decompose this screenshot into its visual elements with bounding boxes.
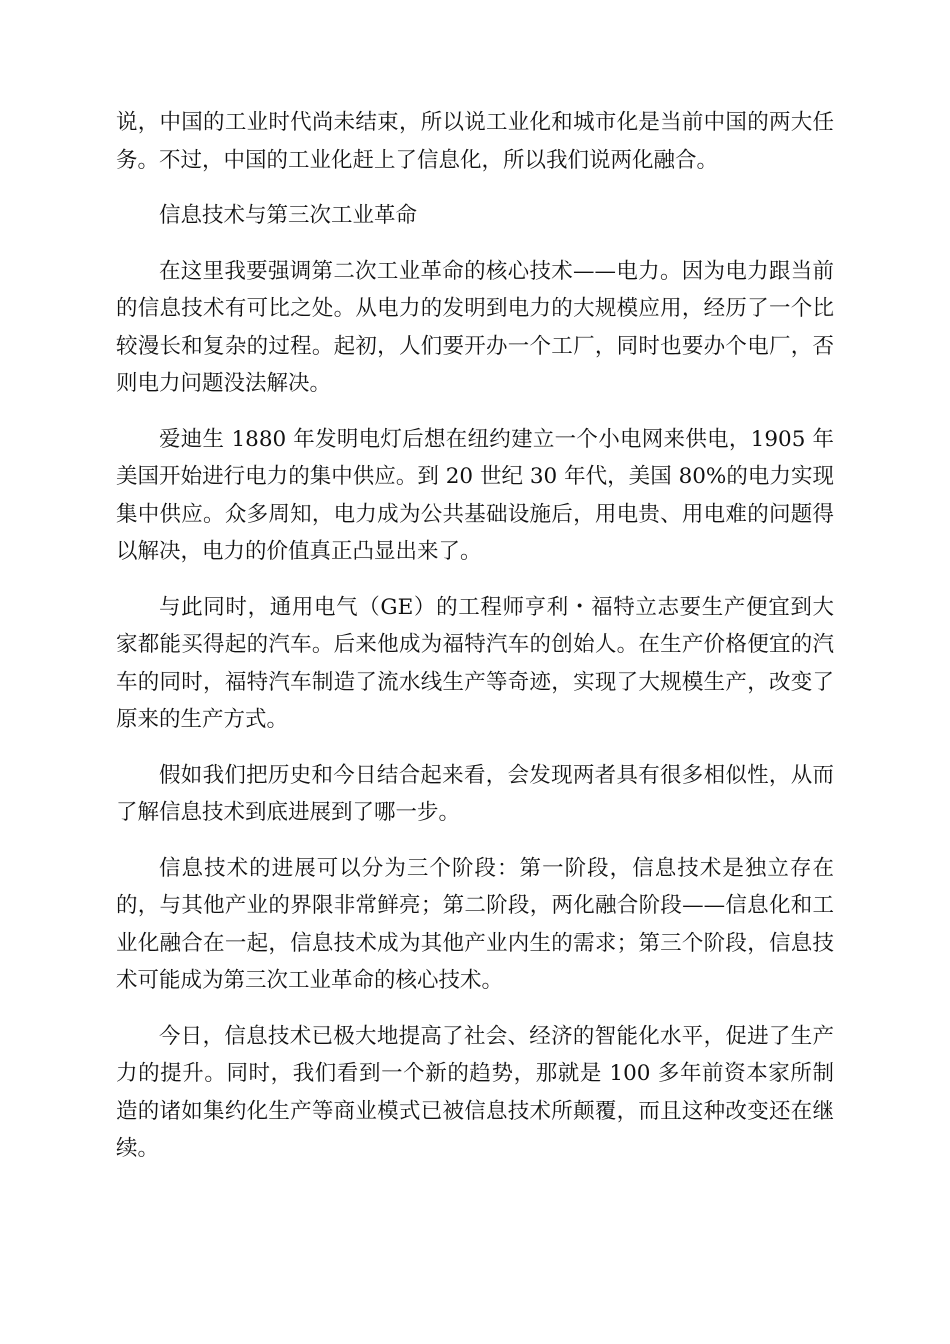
paragraph: 信息技术的进展可以分为三个阶段：第一阶段，信息技术是独立存在的，与其他产业的界限非常鲜亮；第二阶段，两化融合阶段——信息化和工业化融合在一起，信息技术成为其他产业内生的需求；第三个阶段，信息技术可能成为第三次工业革命的核心技术。 bbox=[116, 855, 834, 993]
body-text bbox=[116, 104, 834, 1186]
paragraph: 假如我们把历史和今日结合起来看，会发现两者具有很多相似性，从而了解信息技术到底进展到了哪一步。 bbox=[116, 762, 834, 825]
paragraph: 与此同时，通用电气（GE）的工程师亨利・福特立志要生产便宜到大家都能买得起的汽车。后来他成为福特汽车的创始人。在生产价格便宜的汽车的同时，福特汽车制造了流水线生产等奇迹，实现了大规模生产，改变了原来的生产方式。 bbox=[116, 594, 834, 732]
paragraph: 在这里我要强调第二次工业革命的核心技术——电力。因为电力跟当前的信息技术有可比之处。从电力的发明到电力的大规模应用，经历了一个比较漫长和复杂的过程。起初，人们要开办一个工厂，同时也要办个电厂，否则电力问题没法解决。 bbox=[116, 258, 834, 396]
paragraph-continuation: 说，中国的工业时代尚未结束，所以说工业化和城市化是当前中国的两大任务。不过，中国的工业化赶上了信息化，所以我们说两化融合。 bbox=[116, 110, 834, 173]
paragraph: 爱迪生 1880 年发明电灯后想在纽约建立一个小电网来供电，1905 年美国开始进行电力的集中供应。到 20 世纪 30 年代，美国 80%的电力实现集中供应。众多周知，电力成为公共基础设施后，用电贵、用电难的问题得以解决，电力的价值真正凸显出来了。 bbox=[116, 426, 834, 564]
section-heading: 信息技术与第三次工业革命 bbox=[159, 203, 418, 228]
paragraph: 今日，信息技术已极大地提高了社会、经济的智能化水平，促进了生产力的提升。同时，我们看到一个新的趋势，那就是 100 多年前资本家所制造的诸如集约化生产等商业模式已被信息技术所颠覆，而且这种改变还在继续。 bbox=[116, 1023, 834, 1161]
